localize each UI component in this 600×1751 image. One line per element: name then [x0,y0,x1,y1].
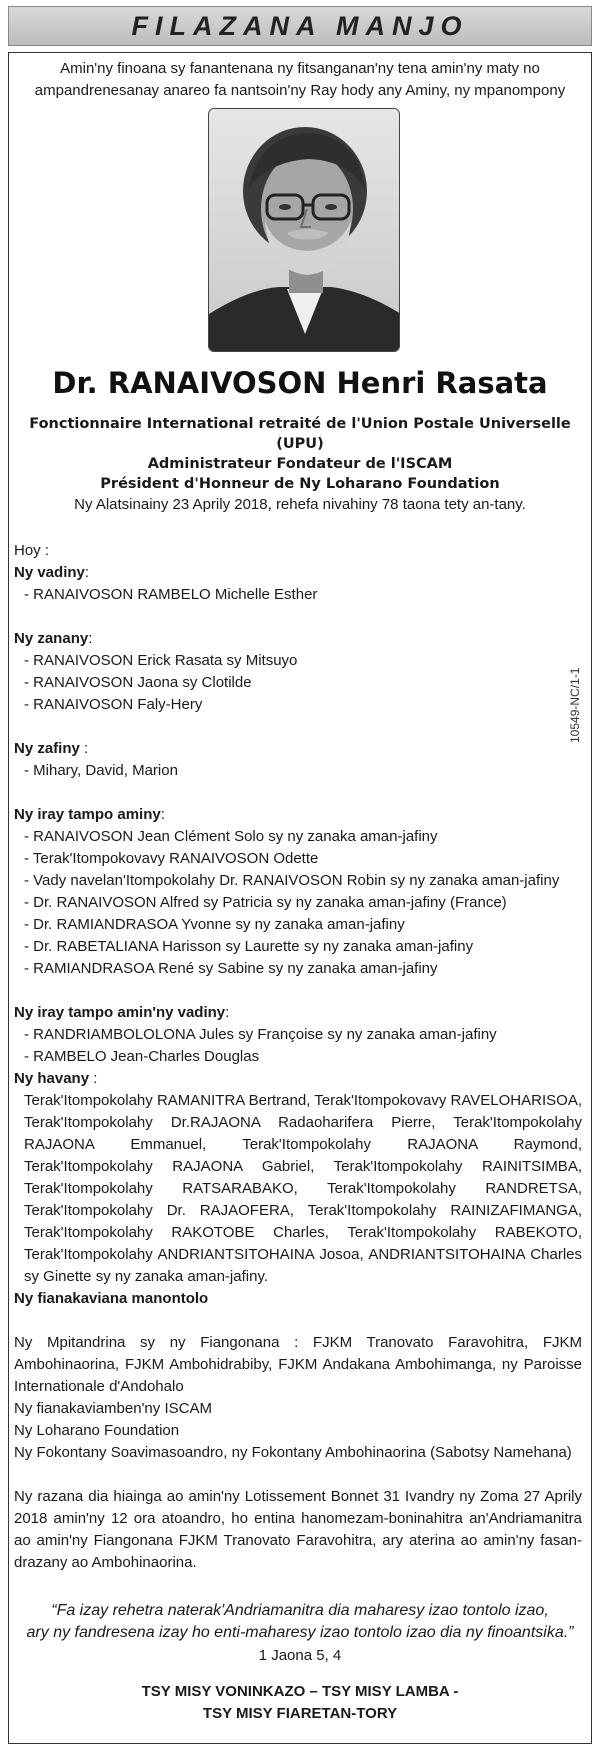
family-list [14,540,582,1574]
section-label: Ny zafiny [14,740,80,757]
list-item: - Dr. RABETALIANA Harisson sy Laurette sy ny zanaka aman-jafiny [24,938,474,955]
list-item: - Mihary, David, Marion [24,762,178,779]
section-vadiny: Ny vadiny: - RANAIVOSON RAMBELO Michelle Esther [14,562,582,606]
bible-verse [14,1600,586,1644]
list-item: - Dr. RAMIANDRASOA Yvonne sy ny zanaka aman-jafiny [24,916,405,933]
verse-reference: 1 Jaona 5, 4 [258,1647,342,1664]
list-item: - Vady navelan'Itompokolahy Dr. RANAIVOSON Robin sy ny zanaka aman-jafiny [24,872,560,889]
church-line: Ny Fokontany Soavimasoandro, ny Fokontany Ambohinaorina (Sabotsy Namehana) [14,1444,572,1461]
list-item: - Terak'Itompokovavy RANAIVOSON Odette [24,850,319,867]
death-date-line: Ny Alatsinainy 23 Aprily 2018, rehefa nivahiny 78 taona tety an-tany. [74,496,526,513]
header-banner [8,6,592,46]
section-label: Ny iray tampo amin'ny vadiny [14,1004,226,1021]
deceased-name: Dr. RANAIVOSON Henri Rasata [52,366,548,400]
section-fianakaviana: Ny fianakaviana manontolo [14,1290,209,1307]
havany-text: Terak'Itompokolahy RAMANITRA Bertrand, Terak'Itompokovavy RAVELOHARISOA, Terak'Itompokolahy Dr.RAJAONA Radaoharifera Pierre, Terak'Itompokolahy RAJAONA Emmanuel, Terak'Itompokolahy RAJAONA Raymond, Terak'Itompokolahy RAJAONA Gabriel, Terak'Itompokolahy RAINITSIMBA, Terak'Itompokolahy RATSARABAKO, Terak'Itompokolahy RANDRETSA, Terak'Itompokolahy Dr. RAJAOFERA, Terak'Itompokolahy RAINIZAFIMANGA, Terak'Itompokolahy RAKOTOBE Charles, Terak'Itompokolahy RABEKOTO, Terak'Itompokolahy ANDRIANTSITOHAINA Josoa, ANDRIANTSITOHAINA Charles sy Ginette sy ny zanaka aman-jafiny. [24,1092,582,1285]
banner-title: FILAZANA MANJO [131,10,469,41]
list-item: - RANAIVOSON RAMBELO Michelle Esther [24,586,318,603]
intro-line-2: ampandrenesanay anareo fa nantsoin'ny Ray hody any Aminy, ny mpanompony [34,82,566,99]
intro-line-1: Amin'ny finoana sy fanantenana ny fitsanganan'ny tena amin'ny maty no [60,60,540,77]
section-zafiny: Ny zafiny : - Mihary, David, Marion [14,738,582,782]
hoy-label: Hoy : [14,542,50,559]
closing-line-1: TSY MISY VONINKAZO – TSY MISY LAMBA - [141,1683,459,1700]
verse-line-2: ary ny fandresena izay ho enti-maharesy izao tontolo izao dia ny finoantsika.” [26,1624,574,1641]
list-item: - RAMBELO Jean-Charles Douglas [24,1048,260,1065]
list-item: - RAMIANDRASOA René sy Sabine sy ny zanaka aman-jafiny [24,960,438,977]
section-iray-tampo: Ny iray tampo aminy: - RANAIVOSON Jean Clément Solo sy ny zanaka aman-jafiny - Terak'Itompokovavy RANAIVOSON Odette - Vady navelan'Itompokolahy Dr. RANAIVOSON Robin sy ny zanaka aman-jafiny - Dr. RANAIVOSON Alfred sy Patricia sy ny zanaka aman-jafiny (France) - Dr. RAMIANDRASOA Yvonne sy ny zanaka aman-jafiny - Dr. RABETALIANA Harisson sy Laurette sy ny zanaka aman-jafiny - RAMIANDRASOA René sy Sabine sy ny zanaka aman-jafiny [14,804,582,980]
section-label: Ny zanany [14,630,89,647]
closing-line-2: TSY MISY FIARETAN-TORY [202,1705,398,1722]
section-label: Ny havany [14,1070,90,1087]
list-item: - RANAIVOSON Jaona sy Clotilde [24,674,252,691]
deceased-titles [10,414,590,494]
closing-notice [14,1681,586,1725]
title-line-3: Président d'Honneur de Ny Loharano Foundation [100,476,500,492]
list-item: - RANAIVOSON Erick Rasata sy Mitsuyo [24,652,298,669]
section-zanany: Ny zanany: - RANAIVOSON Erick Rasata sy Mitsuyo - RANAIVOSON Jaona sy Clotilde - RANAIVOSON Faly-Hery [14,628,582,716]
title-line-1: Fonctionnaire International retraité de l'Union Postale Universelle (UPU) [29,416,571,452]
funeral-text: Ny razana dia hiainga ao amin'ny Lotissement Bonnet 31 Ivandry ny Zoma 27 Aprily 2018 amin'ny 12 ora atoandro, ho entina hanomezam-boninahitra an'Andriamanitra ao amin'ny Fiangonana FJKM Tranovato Faravohitra, ary aterina ao amin'ny fasan-drazany ao Ambohinaorina. [14,1488,582,1571]
list-item: - RANAIVOSON Jean Clément Solo sy ny zanaka aman-jafiny [24,828,438,845]
church-line: Ny fianakaviamben'ny ISCAM [14,1400,212,1417]
intro-text [20,58,580,102]
list-item: - Dr. RANAIVOSON Alfred sy Patricia sy ny zanaka aman-jafiny (France) [24,894,507,911]
title-line-2: Administrateur Fondateur de l'ISCAM [147,456,453,472]
list-item: - RANDRIAMBOLOLONA Jules sy Françoise sy ny zanaka aman-jafiny [24,1026,497,1043]
section-label: Ny vadiny [14,564,85,581]
church-text: Ny Mpitandrina sy ny Fiangonana : FJKM Tranovato Faravohitra, FJKM Ambohinaorina, FJKM Ambohidrabiby, FJKM Andakana Ambohimanga, ny Paroisse Internationale d'Andohalo [14,1334,582,1395]
portrait-illustration [209,109,400,352]
church-section [14,1332,582,1464]
portrait-photo [208,108,400,352]
side-reference: 10549-NC/1-1 [568,667,582,743]
church-line: Ny Loharano Foundation [14,1422,180,1439]
verse-line-1: “Fa izay rehetra naterak'Andriamanitra dia maharesy izao tontolo izao, [51,1602,549,1619]
list-item: - RANAIVOSON Faly-Hery [24,696,203,713]
section-iray-tampo-vadiny: Ny iray tampo amin'ny vadiny: - RANDRIAMBOLOLONA Jules sy Françoise sy ny zanaka aman-jafiny - RAMBELO Jean-Charles Douglas [14,1002,582,1068]
section-label: Ny iray tampo aminy [14,806,161,823]
section-havany: Ny havany : Terak'Itompokolahy RAMANITRA Bertrand, Terak'Itompokovavy RAVELOHARISOA, Terak'Itompokolahy Dr.RAJAONA Radaoharifera Pierre, Terak'Itompokolahy RAJAONA Emmanuel, Terak'Itompokolahy RAJAONA Raymond, Terak'Itompokolahy RAJAONA Gabriel, Terak'Itompokolahy RAINITSIMBA, Terak'Itompokolahy RATSARABAKO, Terak'Itompokolahy RANDRETSA, Terak'Itompokolahy Dr. RAJAOFERA, Terak'Itompokolahy RAINIZAFIMANGA, Terak'Itompokolahy RAKOTOBE Charles, Terak'Itompokolahy RABEKOTO, Terak'Itompokolahy ANDRIANTSITOHAINA Josoa, ANDRIANTSITOHAINA Charles sy Ginette sy ny zanaka aman-jafiny. [14,1068,582,1288]
